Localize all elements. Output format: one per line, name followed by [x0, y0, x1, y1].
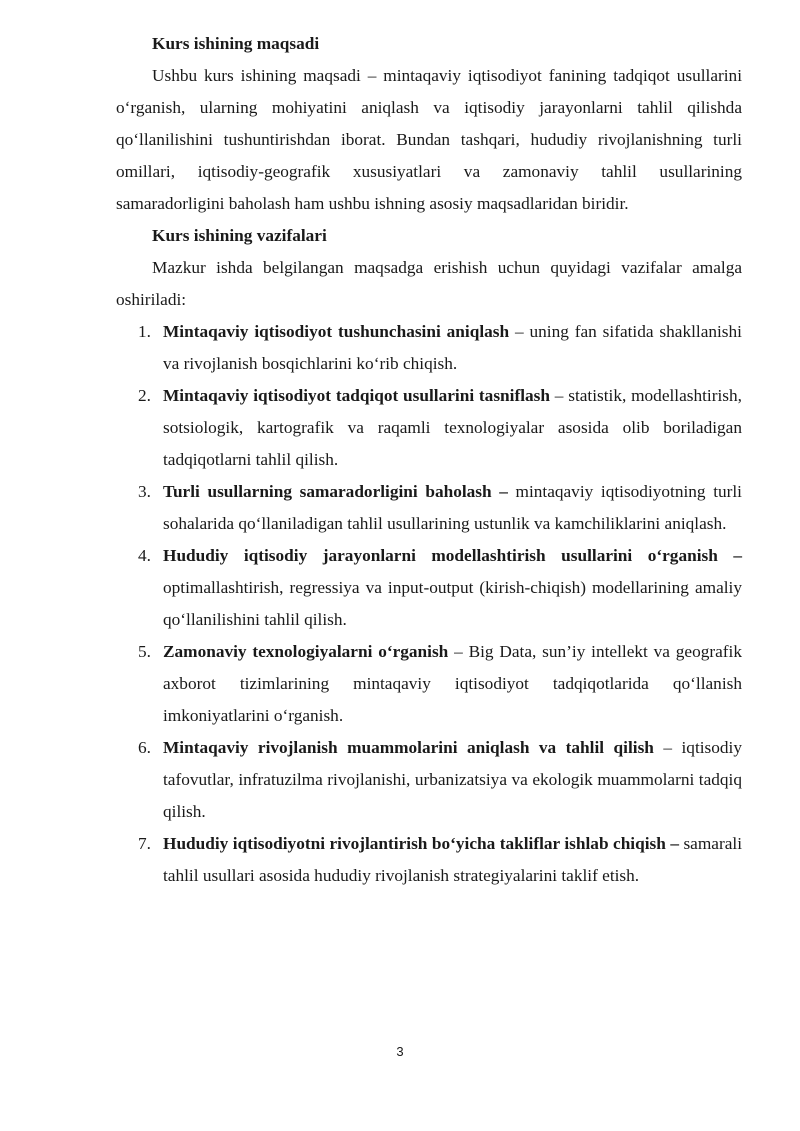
task-item [116, 636, 742, 732]
task-item [116, 732, 742, 828]
goal-heading: Kurs ishining maqsadi [152, 34, 320, 53]
task-item [116, 476, 742, 540]
task-number: 3. [138, 482, 151, 501]
task-term: Turli usullarning samaradorligini baholash – [163, 482, 508, 501]
task-term: Mintaqaviy iqtisodiyot tushunchasini aniqlash [163, 322, 510, 341]
page-number: 3 [396, 1044, 404, 1059]
task-number: 2. [138, 386, 151, 405]
task-term: Hududiy iqtisodiyotni rivojlantirish bo‘yicha takliflar ishlab chiqish – [163, 834, 679, 853]
task-number: 4. [138, 546, 151, 565]
task-number: 7. [138, 834, 151, 853]
task-item [116, 316, 742, 380]
task-description: – Big Data, sun’iy intellekt va geografik axborot tizimlarining mintaqaviy iqtisodiyot tadqiqotlarida qo‘llanish imkoniyatlarini o‘rganish. [163, 642, 742, 725]
task-item [116, 540, 742, 636]
task-description: mintaqaviy iqtisodiyotning turli sohalarida qo‘llaniladigan tahlil usullarining ustunlik va kamchiliklarini aniqlash. [163, 482, 742, 533]
task-description: optimallashtirish, regressiya va input-output (kirish-chiqish) modellarining amaliy qo‘llanilishini tahlil qilish. [163, 578, 742, 629]
task-number: 1. [138, 322, 151, 341]
task-term: Mintaqaviy iqtisodiyot tadqiqot usullarini tasniflash [163, 386, 550, 405]
task-description: – iqtisodiy tafovutlar, infratuzilma rivojlanishi, urbanizatsiya va ekologik muammolarni tadqiq qilish. [163, 738, 742, 821]
task-term: Zamonaviy texnologiyalarni o‘rganish [163, 642, 449, 661]
task-item [116, 380, 742, 476]
task-number: 5. [138, 642, 151, 661]
task-item [116, 828, 742, 892]
document-page [116, 28, 742, 892]
tasks-heading: Kurs ishining vazifalari [152, 226, 327, 245]
task-number: 6. [138, 738, 151, 757]
task-description: – uning fan sifatida shakllanishi va rivojlanish bosqichlarini ko‘rib chiqish. [163, 322, 742, 373]
tasks-list [116, 316, 742, 892]
task-term: Hududiy iqtisodiy jarayonlarni modellashtirish usullarini o‘rganish – [163, 546, 742, 565]
goal-paragraph: Ushbu kurs ishining maqsadi – mintaqaviy iqtisodiyot fanining tadqiqot usullarini o‘rganish, ularning mohiyatini aniqlash va iqtisodiy jarayonlarni tahlil qilishda qo‘llanilishini tushuntirishdan iborat. Bundan tashqari, hududiy rivojlanishning turli omillari, iqtisodiy-geografik xususiyatlari va zamonaviy tahlil usullarining samaradorligini baholash ham ushbu ishning asosiy maqsadlaridan biridir. [116, 66, 742, 213]
task-description: samarali tahlil usullari asosida hududiy rivojlanish strategiyalarini taklif etish. [163, 834, 742, 885]
task-description: – statistik, modellashtirish, sotsiologik, kartografik va raqamli texnologiyalar asosida olib boriladigan tadqiqotlarni tahlil qilish. [163, 386, 742, 469]
task-term: Mintaqaviy rivojlanish muammolarini aniqlash va tahlil qilish [163, 738, 654, 757]
tasks-intro-paragraph: Mazkur ishda belgilangan maqsadga erishish uchun quyidagi vazifalar amalga oshiriladi: [116, 258, 742, 309]
